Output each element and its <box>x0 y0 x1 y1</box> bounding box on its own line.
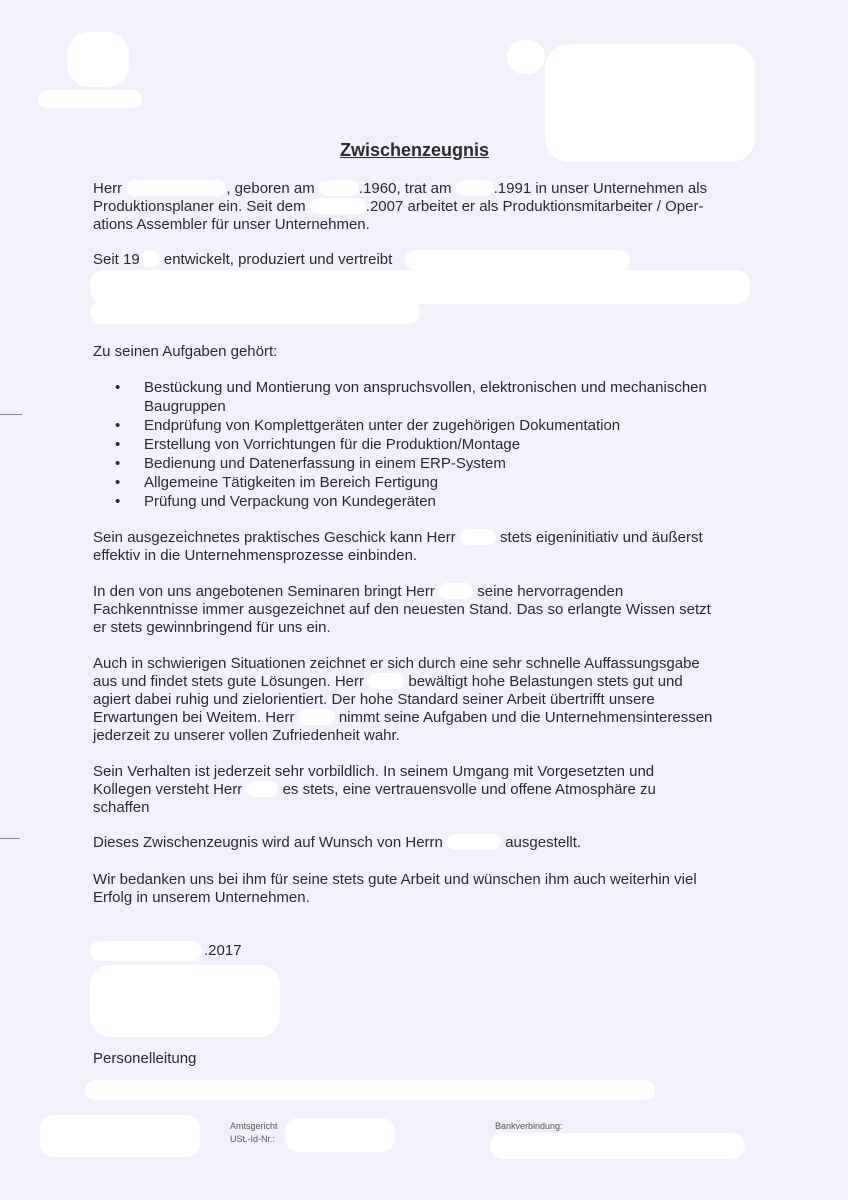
signature-role: Personelleitung <box>93 1050 197 1067</box>
redacted-entry-date <box>456 180 494 196</box>
redacted-company-text <box>405 250 630 270</box>
company-paragraph <box>93 251 392 269</box>
seminar-text: In den von uns angebotenen Seminaren bringt Herr <box>93 583 435 600</box>
redacted-footer-block <box>285 1118 395 1152</box>
request-paragraph <box>93 834 581 852</box>
performance-text: aus und findet stets gute Lösungen. Herr <box>93 673 365 690</box>
redacted-address-block <box>545 44 755 162</box>
skill-text: effektiv in die Unternehmensprozesse einbinden. <box>93 547 418 564</box>
performance-text: Erwartungen bei Weitem. Herr <box>93 709 295 726</box>
seminar-text: er stets gewinnbringend für uns ein. <box>93 619 331 636</box>
seminar-text: Fachkenntnisse immer ausgezeichnet auf den neuesten Stand. Das so erlangte Wissen setzt <box>93 601 711 618</box>
request-text: ausgestellt. <box>505 834 582 851</box>
performance-text: bewältigt hohe Belastungen stets gut und <box>408 673 683 690</box>
performance-text: nimmt seine Aufgaben und die Unternehmensinteressen <box>338 709 713 726</box>
intro-text: , geboren am <box>226 180 315 197</box>
redacted-name <box>368 673 404 689</box>
redacted-name <box>447 834 501 850</box>
task-item: • Endprüfung von Komplettgeräten unter der zugehörigen Dokumentation <box>113 416 707 435</box>
intro-paragraph <box>93 180 707 234</box>
task-item-continuation: Baugruppen <box>144 398 226 415</box>
performance-text: Auch in schwierigen Situationen zeichnet er sich durch eine sehr schnelle Auffassungsgabe <box>93 655 700 672</box>
closing-paragraph <box>93 871 697 907</box>
behavior-text: Sein Verhalten ist jederzeit sehr vorbildlich. In seinem Umgang mit Vorgesetzten und <box>93 763 655 780</box>
intro-text: ations Assembler für unser Unternehmen. <box>93 216 370 233</box>
court-label: Amtsgericht <box>230 1121 278 1131</box>
redacted-name <box>439 583 473 599</box>
document-title: Zwischenzeugnis <box>340 140 490 160</box>
request-text: Dieses Zwischenzeugnis wird auf Wunsch von Herrn <box>93 834 443 851</box>
redacted-company-text <box>90 300 420 324</box>
closing-text: Erfolg in unserem Unternehmen. <box>93 889 310 906</box>
skill-text: Sein ausgezeichnetes praktisches Geschick kann Herr <box>93 529 456 546</box>
intro-text: .1960, trat am <box>358 180 452 197</box>
date-suffix: .2017 <box>204 942 242 959</box>
intro-text: Herr <box>93 180 123 197</box>
redacted-birthdate <box>319 180 359 196</box>
closing-text: Wir bedanken uns bei ihm für seine stets gute Arbeit und wünschen ihm auch weiterhin viel <box>93 871 697 888</box>
redacted-date <box>310 198 366 214</box>
task-item: • Erstellung von Vorrichtungen für die Produktion/Montage <box>113 435 707 454</box>
performance-paragraph <box>93 655 712 745</box>
redacted-name <box>460 529 496 545</box>
fold-mark <box>0 414 22 415</box>
task-item: • Bedienung und Datenerfassung in einem ERP-System <box>113 454 707 473</box>
redacted-place-date <box>90 941 202 961</box>
redacted-sender-line <box>38 90 142 108</box>
behavior-text: es stets, eine vertrauensvolle und offene Atmosphäre zu <box>282 781 656 798</box>
redacted-name <box>299 709 335 725</box>
redacted-logo <box>67 32 129 87</box>
skill-text: stets eigeninitiativ und äußerst <box>500 529 703 546</box>
intro-text: Produktionsplaner ein. Seit dem <box>93 198 306 215</box>
seminar-paragraph <box>93 583 711 637</box>
task-item: • Prüfung und Verpackung von Kundegeräten <box>113 492 707 511</box>
behavior-text: Kollegen versteht Herr <box>93 781 243 798</box>
fold-mark <box>0 838 20 839</box>
redacted-footer-line <box>85 1080 655 1100</box>
intro-text: .1991 in unser Unternehmen als <box>493 180 708 197</box>
tasks-heading: Zu seinen Aufgaben gehört: <box>93 343 278 360</box>
redacted-name <box>246 781 278 797</box>
intro-text: .2007 arbeitet er als Produktionsmitarbeiter / Oper- <box>365 198 704 215</box>
redacted-address-mark <box>507 40 545 74</box>
redacted-signature <box>90 965 280 1037</box>
behavior-paragraph <box>93 763 656 817</box>
redacted-year <box>140 251 160 267</box>
company-text: Seit 19 <box>93 251 140 268</box>
tasks-list <box>113 378 707 511</box>
seminar-text: seine hervorragenden <box>477 583 624 600</box>
task-item: • Allgemeine Tätigkeiten im Bereich Fertigung <box>113 473 707 492</box>
redacted-footer-block <box>40 1115 200 1157</box>
vat-label: USt.-Id-Nr.: <box>230 1134 276 1144</box>
company-text: entwickelt, produziert und vertreibt <box>163 251 393 268</box>
performance-text: jederzeit zu unserer vollen Zufriedenheit wahr. <box>93 727 400 744</box>
performance-text: agiert dabei ruhig und zielorientiert. Der hohe Standard seiner Arbeit übertrifft unsere <box>93 691 655 708</box>
skill-paragraph <box>93 529 703 565</box>
redacted-company-text <box>90 270 750 304</box>
behavior-text: schaffen <box>93 799 150 816</box>
task-item: • Bestückung und Montierung von anspruchsvollen, elektronischen und mechanischen <box>113 378 707 397</box>
redacted-footer-block <box>490 1133 745 1159</box>
bank-label: Bankverbindung: <box>495 1121 563 1131</box>
redacted-name <box>126 180 226 196</box>
